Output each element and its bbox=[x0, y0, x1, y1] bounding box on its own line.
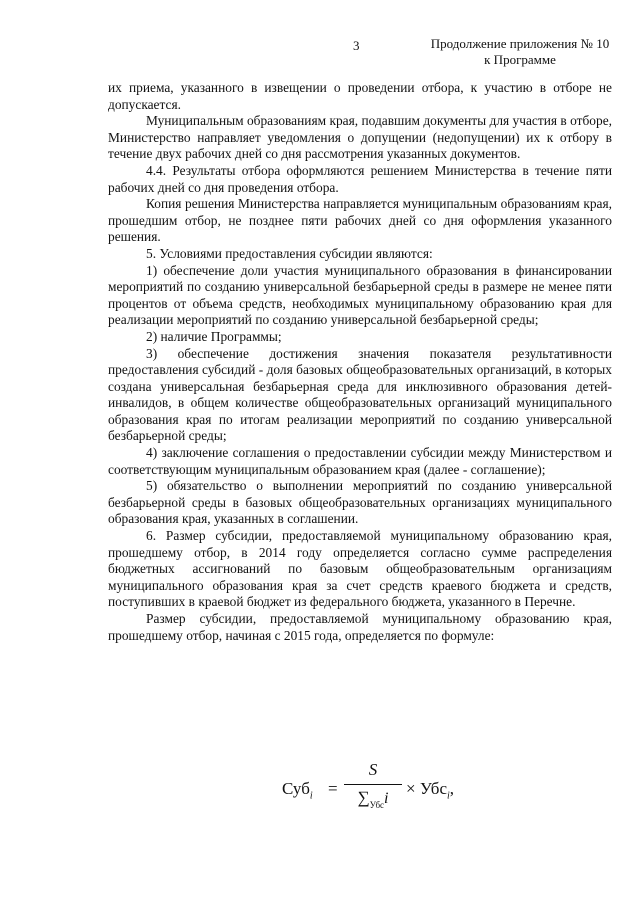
subsidy-formula bbox=[282, 760, 455, 820]
formula-lhs-symbol: Суб bbox=[282, 779, 310, 798]
formula-equals: = bbox=[328, 779, 338, 798]
fraction-bar bbox=[344, 784, 402, 785]
continuation-line-2: к Программе bbox=[484, 52, 556, 67]
formula-lhs bbox=[282, 779, 313, 801]
continuation-header bbox=[425, 36, 615, 68]
sum-sign: ∑ bbox=[357, 788, 370, 807]
sum-subscript: Убс bbox=[369, 800, 385, 810]
paragraph: 3) обеспечение достижения значения показателя результативности предоставления субсидий - доля базовых общеобразовательных организаций, в которых создана универсальная безбарьерная среда для инклюзивного образования детей-инвалидов, в общем количестве общеобразовательных организаций муниципального образования края по итогам реализации мероприятий по созданию универсальной безбарьерной среды; bbox=[108, 345, 612, 444]
paragraph: 5. Условиями предоставления субсидии являются: bbox=[146, 245, 433, 261]
formula-comma: , bbox=[449, 779, 455, 798]
formula-rhs bbox=[406, 779, 454, 801]
sum-variable: i bbox=[384, 790, 389, 807]
paragraph: 6. Размер субсидии, предоставляемой муниципальному образованию края, прошедшему отбор, в 2014 году определяется согласно сумме распределения бюджетных ассигнований по базовым общеобразовательным организациям муниципального образования края за счет средств краевого бюджета и средств, поступивших в краевой бюджет из федерального бюджета, указанного в Перечне. bbox=[108, 528, 612, 610]
multiply-sign: × bbox=[406, 779, 416, 798]
paragraph: Муниципальным образованиям края, подавшим документы для участия в отборе, Министерство направляет уведомления о допущении (недопущении) их к отбору в течение двух рабочих дней со дня рассмотрения указанных документов. bbox=[108, 113, 612, 162]
page-number: 3 bbox=[353, 38, 360, 53]
paragraph: Размер субсидии, предоставляемой муниципальному образованию края, прошедшему отбор, начиная с 2015 года, определяется по формуле: bbox=[108, 611, 612, 643]
paragraph: их приема, указанного в извещении о проведении отбора, к участию в отборе не допускается. bbox=[108, 80, 612, 112]
formula-rhs-symbol: Убс bbox=[419, 779, 448, 798]
formula-denominator bbox=[344, 788, 402, 808]
paragraph: 4.4. Результаты отбора оформляются решением Министерства в течение пяти рабочих дней со дня проведения отбора. bbox=[108, 162, 612, 195]
formula-lhs-index: i bbox=[309, 790, 313, 802]
paragraph: Копия решения Министерства направляется муниципальным образованиям края, прошедшим отбор, не позднее пяти рабочих дней со дня оформления указанного решения. bbox=[108, 196, 612, 245]
document-body bbox=[108, 80, 612, 644]
formula-fraction bbox=[344, 760, 402, 808]
paragraph: 5) обязательство о выполнении мероприятий по созданию универсальной безбарьерной среды в базовых общеобразовательных организациях муниципального образования края, указанных в соглашении. bbox=[108, 478, 612, 527]
continuation-line-1: Продолжение приложения № 10 bbox=[430, 36, 610, 51]
paragraph: 4) заключение соглашения о предоставлении субсидии между Министерством и соответствующим муниципальным образованием края (далее - соглашение); bbox=[108, 445, 612, 477]
paragraph: 2) наличие Программы; bbox=[146, 328, 282, 344]
formula-numerator: S bbox=[368, 760, 378, 779]
paragraph: 1) обеспечение доли участия муниципального образования в финансировании мероприятий по созданию универсальной безбарьерной среды в размере не менее пяти процентов от объема средств, необходимых муниципальному образованию края для реализации мероприятий по созданию универсальной безбарьерной среды; bbox=[108, 262, 612, 328]
formula-rhs-index: i bbox=[447, 790, 450, 802]
